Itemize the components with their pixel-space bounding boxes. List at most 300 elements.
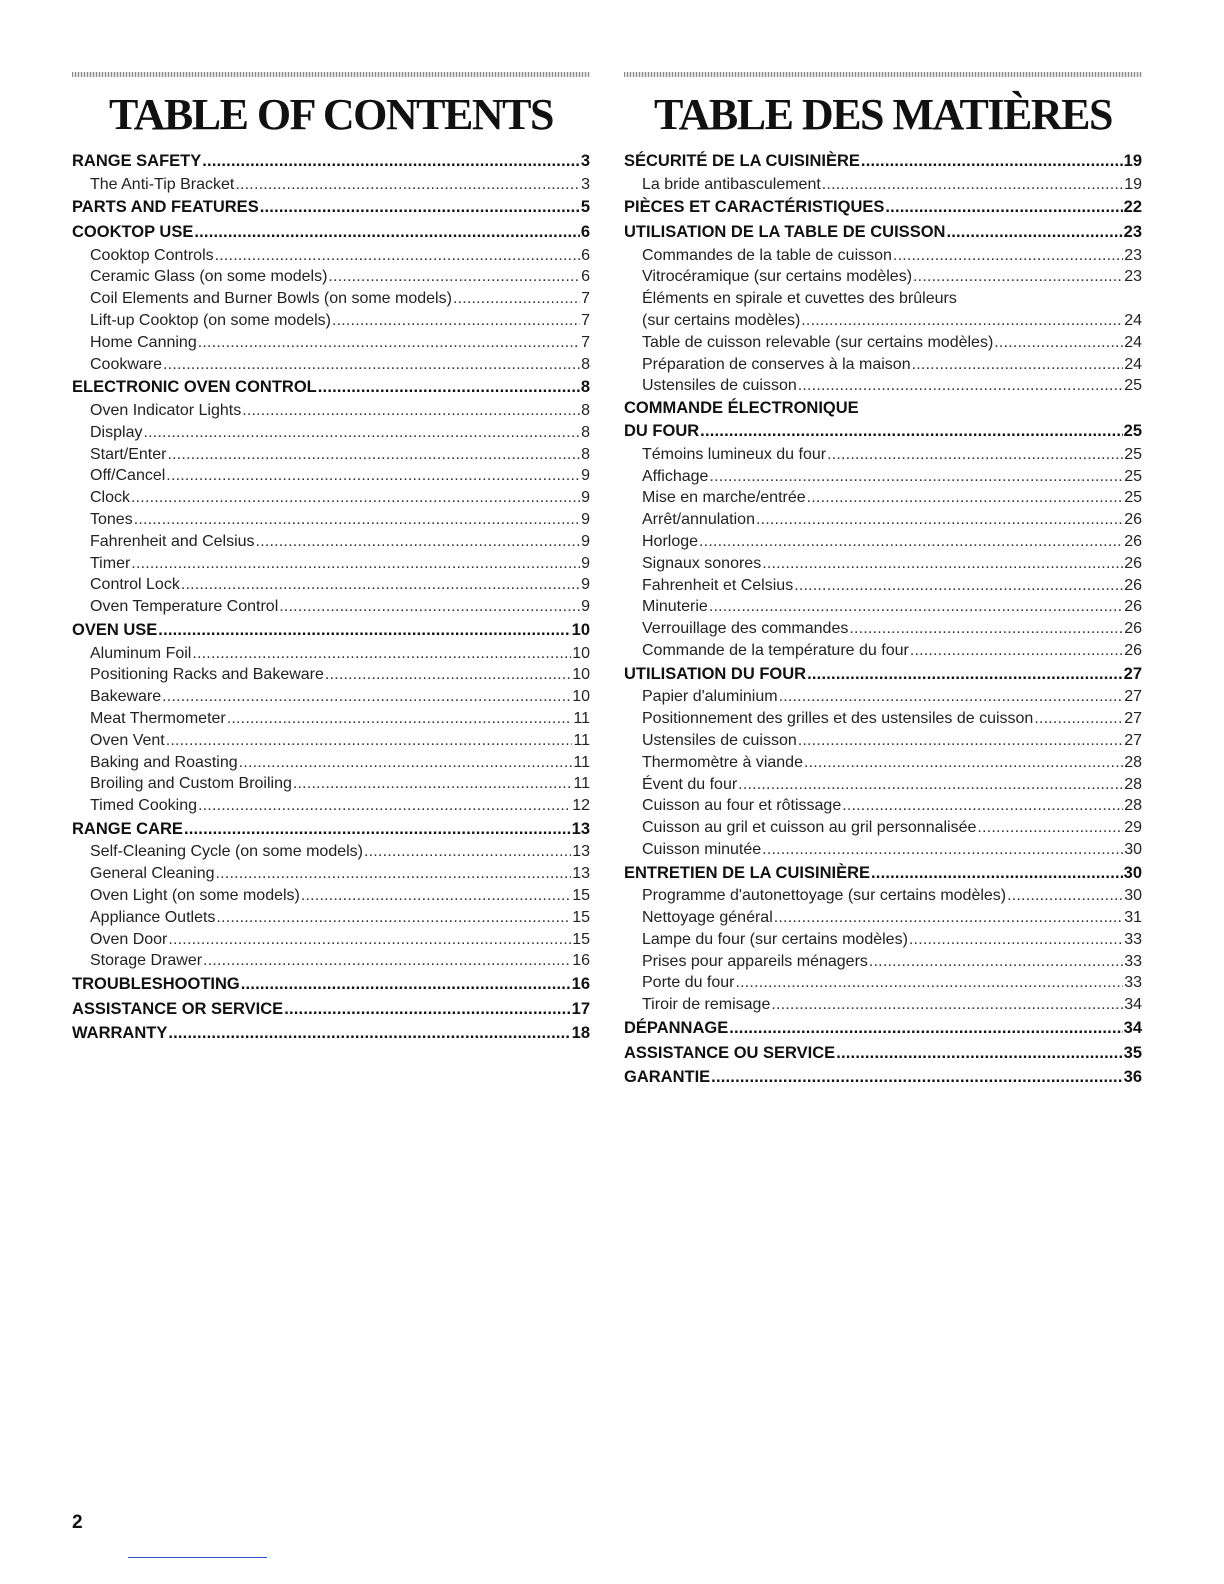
toc-entry[interactable] xyxy=(624,1065,1142,1090)
toc-entry[interactable] xyxy=(624,195,1142,220)
dot-leader xyxy=(162,686,571,708)
toc-entry-page: 30 xyxy=(1124,887,1142,905)
toc-entry[interactable] xyxy=(624,375,1142,397)
dot-leader xyxy=(134,509,580,531)
toc-entry-page: 25 xyxy=(1124,377,1142,395)
toc-entry-label: ELECTRONIC OVEN CONTROL xyxy=(72,378,317,397)
toc-entry-label: Horloge xyxy=(642,532,699,550)
toc-entry[interactable] xyxy=(72,444,590,466)
toc-entry[interactable] xyxy=(72,310,590,332)
toc-entry-page: 23 xyxy=(1124,268,1142,286)
dot-leader xyxy=(794,575,1123,597)
dot-leader xyxy=(804,752,1123,774)
toc-entry-label: Cuisson minutée xyxy=(642,840,762,858)
french-toc xyxy=(624,72,1142,1090)
dot-leader xyxy=(198,332,580,354)
toc-entry[interactable] xyxy=(624,730,1142,752)
dot-leader xyxy=(328,266,580,288)
toc-entry-label: SÉCURITÉ DE LA CUISINIÈRE xyxy=(624,152,860,170)
toc-entry-page: 33 xyxy=(1124,930,1142,948)
toc-entry[interactable] xyxy=(72,817,590,842)
toc-entry[interactable] xyxy=(624,972,1142,994)
toc-entry[interactable] xyxy=(72,950,590,972)
toc-entry-page: 8 xyxy=(581,423,590,441)
toc-entry-page: 26 xyxy=(1124,620,1142,638)
toc-entry-page: 13 xyxy=(572,865,590,883)
toc-entry-label: COOKTOP USE xyxy=(72,222,194,241)
toc-entry-label: WARRANTY xyxy=(72,1024,168,1043)
toc-entry-page: 3 xyxy=(581,175,590,193)
toc-entry[interactable] xyxy=(72,574,590,596)
toc-entry-label: Nettoyage général xyxy=(642,909,773,927)
toc-entry-label: General Cleaning xyxy=(90,865,215,883)
toc-entry-page: 16 xyxy=(571,975,590,994)
toc-entry-page: 9 xyxy=(581,554,590,572)
toc-title-french: TABLE DES MATIÈRES xyxy=(654,90,1112,139)
top-rule xyxy=(72,72,590,77)
toc-entry[interactable] xyxy=(72,773,590,795)
toc-entry-label: Bakeware xyxy=(90,688,162,706)
toc-entry-label: Évent du four xyxy=(642,775,738,793)
toc-entry[interactable] xyxy=(624,817,1142,839)
dot-leader xyxy=(946,220,1122,245)
dot-leader xyxy=(325,664,571,686)
toc-entry-page: 27 xyxy=(1123,664,1142,683)
toc-entry-page: 18 xyxy=(571,1024,590,1043)
toc-entry-label: Home Canning xyxy=(90,333,197,351)
dot-leader xyxy=(709,596,1123,618)
toc-entry-page: 6 xyxy=(581,246,590,264)
toc-entry-label: Vitrocéramique (sur certains modèles) xyxy=(642,268,913,286)
toc-entry-label: La bride antibasculement xyxy=(642,175,821,193)
dot-leader xyxy=(256,531,581,553)
toc-entry-label: Oven Temperature Control xyxy=(90,598,279,616)
dot-leader xyxy=(184,817,571,842)
toc-entry-heading: COMMANDE ÉLECTRONIQUE xyxy=(624,399,859,418)
toc-entry-label: DU FOUR xyxy=(624,422,700,441)
toc-entry[interactable] xyxy=(72,509,590,531)
toc-list-english xyxy=(72,149,590,1046)
toc-entry[interactable] xyxy=(624,929,1142,951)
toc-entry[interactable] xyxy=(72,708,590,730)
toc-entry-page: 10 xyxy=(572,644,590,662)
toc-entry-label: RANGE SAFETY xyxy=(72,152,202,170)
dot-leader xyxy=(203,950,571,972)
toc-entry-label: Broiling and Custom Broiling xyxy=(90,775,292,793)
toc-entry-page: 15 xyxy=(572,930,590,948)
toc-entry-label: Meat Thermometer xyxy=(90,709,226,727)
dot-leader xyxy=(849,618,1123,640)
toc-entry-label: RANGE CARE xyxy=(72,819,183,838)
dot-leader xyxy=(709,466,1123,488)
toc-entry-page: 17 xyxy=(571,999,590,1018)
toc-entry-label: Thermomètre à viande xyxy=(642,753,803,771)
dot-leader xyxy=(909,929,1123,951)
toc-entry-label: Positionnement des grilles et des ustensiles de cuisson xyxy=(642,710,1034,728)
toc-entry-page: 25 xyxy=(1124,467,1142,485)
toc-entry[interactable] xyxy=(624,907,1142,929)
toc-entry-label: UTILISATION DE LA TABLE DE CUISSON xyxy=(624,222,946,241)
toc-entry[interactable] xyxy=(72,730,590,752)
toc-entry[interactable] xyxy=(624,245,1142,267)
toc-entry-page: 19 xyxy=(1123,152,1142,170)
toc-entry[interactable] xyxy=(72,266,590,288)
toc-entry[interactable] xyxy=(624,885,1142,907)
dot-leader xyxy=(216,907,571,929)
dot-leader xyxy=(194,220,579,245)
toc-entry-page: 8 xyxy=(581,445,590,463)
toc-entry[interactable] xyxy=(72,245,590,267)
toc-entry-label: Timed Cooking xyxy=(90,797,198,815)
toc-entry[interactable] xyxy=(72,465,590,487)
dot-leader xyxy=(771,994,1123,1016)
toc-entry[interactable] xyxy=(624,466,1142,488)
toc-entry[interactable] xyxy=(624,531,1142,553)
toc-entry-page: 27 xyxy=(1124,731,1142,749)
toc-entry-page: 8 xyxy=(581,355,590,373)
dot-leader xyxy=(774,907,1123,929)
toc-entry-page: 30 xyxy=(1123,863,1142,882)
dot-leader xyxy=(822,174,1123,196)
toc-entry-label: Oven Light (on some models) xyxy=(90,887,300,905)
toc-entry-label: Cookware xyxy=(90,355,163,373)
toc-list-french xyxy=(624,149,1142,1090)
toc-entry-label: Off/Cancel xyxy=(90,467,166,485)
toc-entry[interactable] xyxy=(624,444,1142,466)
dot-leader xyxy=(779,686,1124,708)
toc-entry-page: 33 xyxy=(1124,974,1142,992)
toc-entry-page: 15 xyxy=(572,887,590,905)
dot-leader xyxy=(453,288,580,310)
dot-leader xyxy=(332,310,580,332)
dot-leader xyxy=(168,1021,570,1046)
dot-leader xyxy=(202,149,580,174)
dot-leader xyxy=(163,354,580,376)
toc-entry-label: Fahrenheit and Celsius xyxy=(90,532,255,550)
toc-entry[interactable] xyxy=(624,487,1142,509)
toc-entry-page: 25 xyxy=(1123,422,1142,441)
toc-entry-page: 10 xyxy=(572,666,590,684)
dot-leader xyxy=(711,1065,1122,1090)
toc-entry-page: 10 xyxy=(572,688,590,706)
toc-entry-label: ASSISTANCE OR SERVICE xyxy=(72,999,284,1018)
toc-entry[interactable] xyxy=(624,795,1142,817)
toc-entry-page: 24 xyxy=(1124,355,1142,373)
toc-entry-page: 25 xyxy=(1124,489,1142,507)
toc-entry-page: 16 xyxy=(572,952,590,970)
toc-entry-label: Lift-up Cooktop (on some models) xyxy=(90,311,331,329)
toc-entry-page: 23 xyxy=(1123,222,1142,241)
toc-entry[interactable] xyxy=(624,951,1142,973)
toc-entry[interactable] xyxy=(624,354,1142,376)
toc-entry[interactable] xyxy=(624,1016,1142,1041)
toc-entry-page: 3 xyxy=(580,152,590,170)
english-toc xyxy=(72,72,590,1046)
toc-entry[interactable] xyxy=(624,839,1142,861)
toc-entry[interactable] xyxy=(72,149,590,174)
toc-entry-page: 26 xyxy=(1124,532,1142,550)
toc-entry[interactable] xyxy=(624,686,1142,708)
toc-entry-page: 9 xyxy=(581,532,590,550)
toc-entry-page: 30 xyxy=(1124,840,1142,858)
toc-entry[interactable] xyxy=(72,596,590,618)
dot-leader xyxy=(168,929,571,951)
toc-entry-page: 29 xyxy=(1124,819,1142,837)
toc-entry-page: 6 xyxy=(581,268,590,286)
toc-entry-label: (sur certains modèles) xyxy=(642,311,801,329)
toc-entry-page: 11 xyxy=(573,731,590,749)
dot-leader xyxy=(235,174,580,196)
dot-leader xyxy=(181,574,580,596)
toc-entry-page: 24 xyxy=(1124,333,1142,351)
dot-leader xyxy=(198,795,571,817)
toc-entry-page: 8 xyxy=(580,378,590,397)
toc-entry-label: GARANTIE xyxy=(624,1068,711,1087)
toc-entry-page: 27 xyxy=(1124,710,1142,728)
toc-entry[interactable] xyxy=(624,174,1142,196)
toc-entry-page: 7 xyxy=(581,333,590,351)
toc-entry[interactable] xyxy=(624,596,1142,618)
toc-entry[interactable] xyxy=(72,400,590,422)
dot-leader xyxy=(143,422,580,444)
dot-leader xyxy=(871,861,1123,886)
toc-entry-page: 7 xyxy=(581,311,590,329)
toc-entry[interactable] xyxy=(72,553,590,575)
toc-entry-label: Tiroir de remisage xyxy=(642,996,771,1014)
toc-entry[interactable] xyxy=(624,332,1142,354)
toc-entry-label: Oven Indicator Lights xyxy=(90,401,242,419)
toc-entry-label: Start/Enter xyxy=(90,445,167,463)
toc-entry-label: Commandes de la table de cuisson xyxy=(642,246,892,264)
dot-leader xyxy=(167,444,580,466)
bottom-rule xyxy=(128,1557,267,1558)
dot-leader xyxy=(729,1016,1122,1041)
toc-entry-label: Ceramic Glass (on some models) xyxy=(90,268,328,286)
toc-entry-label: The Anti-Tip Bracket xyxy=(90,175,235,193)
toc-entry[interactable] xyxy=(72,174,590,196)
toc-entry-label: Timer xyxy=(90,554,131,572)
toc-entry[interactable] xyxy=(624,575,1142,597)
toc-entry[interactable] xyxy=(624,618,1142,640)
toc-entry-label: PARTS AND FEATURES xyxy=(72,198,259,217)
toc-entry[interactable] xyxy=(72,1021,590,1046)
toc-entry-page: 13 xyxy=(571,819,590,838)
toc-entry[interactable] xyxy=(624,509,1142,531)
toc-entry[interactable] xyxy=(72,332,590,354)
toc-entry-label: Préparation de conserves à la maison xyxy=(642,355,911,373)
toc-entry-page: 35 xyxy=(1123,1043,1142,1062)
toc-entry-label: Fahrenheit et Celsius xyxy=(642,576,794,594)
toc-entry[interactable] xyxy=(624,266,1142,288)
toc-entry-label: Self-Cleaning Cycle (on some models) xyxy=(90,843,363,861)
toc-entry-label: Appliance Outlets xyxy=(90,908,216,926)
dot-leader xyxy=(827,444,1123,466)
dot-leader xyxy=(293,773,573,795)
toc-entry-page: 24 xyxy=(1124,311,1142,329)
dot-leader xyxy=(192,643,571,665)
toc-entry-page: 6 xyxy=(580,222,590,241)
dot-leader xyxy=(861,149,1123,174)
toc-entry-label: Tones xyxy=(90,510,133,528)
toc-entry-page: 9 xyxy=(581,576,590,594)
toc-entry-page: 28 xyxy=(1124,775,1142,793)
toc-entry-page: 11 xyxy=(573,775,590,793)
toc-entry-label: ASSISTANCE OU SERVICE xyxy=(624,1043,836,1062)
toc-entry-page: 13 xyxy=(572,843,590,861)
toc-entry-label: DÉPANNAGE xyxy=(624,1019,729,1038)
toc-entry[interactable] xyxy=(72,618,590,643)
toc-entry-heading: Éléments en spirale et cuvettes des brûleurs xyxy=(642,290,957,308)
dot-leader xyxy=(762,553,1123,575)
toc-entry-label: Oven Vent xyxy=(90,731,165,749)
toc-entry[interactable] xyxy=(72,531,590,553)
dot-leader xyxy=(912,354,1124,376)
toc-entry[interactable] xyxy=(72,375,590,400)
toc-entry[interactable] xyxy=(72,841,590,863)
dot-leader xyxy=(893,245,1123,267)
toc-entry[interactable] xyxy=(72,288,590,310)
toc-entry[interactable] xyxy=(72,972,590,997)
toc-entry[interactable] xyxy=(624,1041,1142,1066)
toc-entry-label: ENTRETIEN DE LA CUISINIÈRE xyxy=(624,863,870,882)
toc-entry-page: 19 xyxy=(1124,175,1142,193)
toc-entry-label: Porte du four xyxy=(642,974,735,992)
dot-leader xyxy=(798,375,1123,397)
toc-title-english: TABLE OF CONTENTS xyxy=(109,90,553,139)
toc-entry[interactable] xyxy=(72,664,590,686)
toc-entry[interactable] xyxy=(624,662,1142,687)
toc-entry-label: Storage Drawer xyxy=(90,952,203,970)
dot-leader xyxy=(227,708,573,730)
dot-leader xyxy=(807,487,1124,509)
dot-leader xyxy=(885,195,1122,220)
toc-entry-label: Ustensiles de cuisson xyxy=(642,731,797,749)
toc-entry[interactable] xyxy=(72,643,590,665)
toc-entry[interactable] xyxy=(624,310,1142,332)
dot-leader xyxy=(801,310,1123,332)
dot-leader xyxy=(301,885,571,907)
toc-entry-page: 28 xyxy=(1124,753,1142,771)
toc-entry[interactable] xyxy=(72,487,590,509)
toc-entry[interactable] xyxy=(72,795,590,817)
top-rule xyxy=(624,72,1142,77)
page-number: 2 xyxy=(72,1512,83,1533)
toc-entry-label: Lampe du four (sur certains modèles) xyxy=(642,930,908,948)
toc-entry-label: Display xyxy=(90,423,143,441)
toc-entry-page: 34 xyxy=(1123,1019,1142,1038)
toc-entry-page: 12 xyxy=(572,797,590,815)
dot-leader xyxy=(318,375,580,400)
dot-leader xyxy=(842,795,1123,817)
toc-entry-page: 34 xyxy=(1124,996,1142,1014)
toc-entry[interactable] xyxy=(72,863,590,885)
dot-leader xyxy=(260,195,580,220)
toc-entry-label: Cooktop Controls xyxy=(90,246,214,264)
dot-leader xyxy=(977,817,1123,839)
toc-entry-label: Minuterie xyxy=(642,598,708,616)
toc-entry[interactable] xyxy=(72,686,590,708)
dot-leader xyxy=(166,465,580,487)
dot-leader xyxy=(284,997,570,1022)
dot-leader xyxy=(836,1041,1122,1066)
toc-entry[interactable] xyxy=(624,994,1142,1016)
toc-entry-label: Control Lock xyxy=(90,576,180,594)
toc-entry-label: Positioning Racks and Bakeware xyxy=(90,666,324,684)
toc-entry-page: 33 xyxy=(1124,952,1142,970)
dot-leader xyxy=(239,752,573,774)
toc-entry-page: 22 xyxy=(1123,198,1142,217)
toc-entry-page: 11 xyxy=(573,709,590,727)
toc-entry-label: Mise en marche/entrée xyxy=(642,489,806,507)
toc-entry-page: 28 xyxy=(1124,797,1142,815)
toc-entry[interactable] xyxy=(624,708,1142,730)
toc-entry-page: 15 xyxy=(572,908,590,926)
toc-entry-label: Coil Elements and Burner Bowls (on some models) xyxy=(90,290,452,308)
toc-entry-label: Prises pour appareils ménagers xyxy=(642,952,868,970)
dot-leader xyxy=(869,951,1123,973)
dot-leader xyxy=(756,509,1123,531)
toc-entry-label: Aluminum Foil xyxy=(90,644,192,662)
toc-entry[interactable] xyxy=(624,149,1142,174)
toc-entry[interactable] xyxy=(624,640,1142,662)
dot-leader xyxy=(241,972,571,997)
toc-entry[interactable] xyxy=(624,553,1142,575)
toc-entry[interactable] xyxy=(72,752,590,774)
toc-entry-page: 10 xyxy=(571,620,590,639)
toc-entry-label: PIÈCES ET CARACTÉRISTIQUES xyxy=(624,198,885,217)
toc-entry-page: 26 xyxy=(1124,576,1142,594)
toc-entry-page: 27 xyxy=(1124,688,1142,706)
toc-entry-page: 7 xyxy=(581,290,590,308)
toc-entry-page: 36 xyxy=(1123,1068,1142,1087)
dot-leader xyxy=(131,487,580,509)
toc-entry[interactable] xyxy=(72,354,590,376)
toc-entry-page: 26 xyxy=(1124,641,1142,659)
toc-entry-label: Programme d'autonettoyage (sur certains modèles) xyxy=(642,887,1007,905)
toc-entry[interactable] xyxy=(624,774,1142,796)
toc-entry[interactable] xyxy=(72,929,590,951)
dot-leader xyxy=(1034,708,1123,730)
toc-entry-page: 26 xyxy=(1124,511,1142,529)
toc-entry-label: TROUBLESHOOTING xyxy=(72,975,240,994)
toc-entry[interactable] xyxy=(624,220,1142,245)
toc-entry-label: Oven Door xyxy=(90,930,168,948)
toc-entry-page: 31 xyxy=(1124,909,1142,927)
toc-entry[interactable] xyxy=(72,885,590,907)
dot-leader xyxy=(700,419,1122,444)
dot-leader xyxy=(131,553,580,575)
toc-entry-label: Cuisson au four et rôtissage xyxy=(642,797,842,815)
toc-entry-page: 25 xyxy=(1124,445,1142,463)
toc-entry[interactable] xyxy=(72,907,590,929)
toc-entry-label: Papier d'aluminium xyxy=(642,688,778,706)
toc-entry[interactable] xyxy=(72,220,590,245)
dot-leader xyxy=(736,972,1124,994)
toc-entry-page: 26 xyxy=(1124,598,1142,616)
toc-entry-label: Table de cuisson relevable (sur certains modèles) xyxy=(642,333,994,351)
toc-entry[interactable] xyxy=(624,752,1142,774)
toc-entry-page: 8 xyxy=(581,401,590,419)
toc-entry[interactable] xyxy=(624,419,1142,444)
toc-entry[interactable] xyxy=(72,195,590,220)
toc-entry[interactable] xyxy=(72,422,590,444)
toc-entry-page: 9 xyxy=(581,489,590,507)
toc-entry[interactable] xyxy=(72,997,590,1022)
dot-leader xyxy=(216,863,572,885)
toc-entry-page: 9 xyxy=(581,510,590,528)
toc-entry-label: Affichage xyxy=(642,467,709,485)
toc-entry[interactable] xyxy=(624,861,1142,886)
